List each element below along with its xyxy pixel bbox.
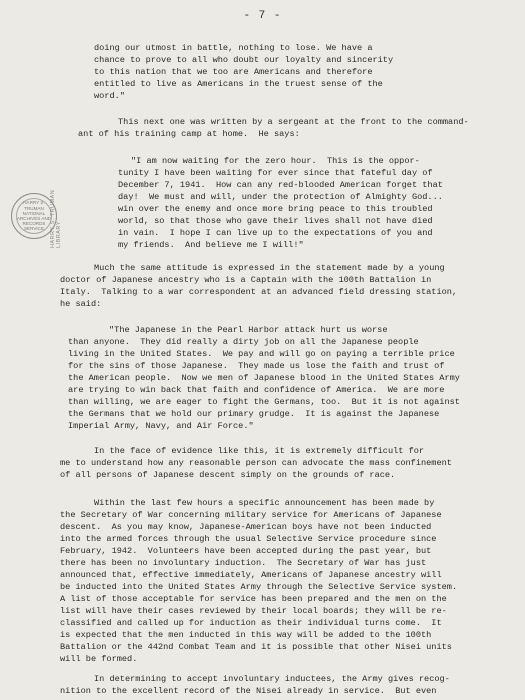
text-line: Battalion or the 442nd Combat Team and it is possible that other Nisei units [60, 642, 452, 652]
text-line: nition to the excellent record of the Nisei already in service. But even [60, 686, 437, 696]
text-line: my friends. And believe me I will!" [118, 240, 304, 250]
text-line: A list of those acceptable for service has been prepared and the men on the [60, 594, 447, 604]
text-line: for the sins of those Japanese. They made us lose the faith and trust of [68, 361, 445, 371]
stamp-line-2: NATIONAL [22, 210, 46, 216]
text-line: is expected that the men inducted in this way will be added to the 100th [60, 630, 432, 640]
text-line: of all persons of Japanese descent simply on the grounds of race. [60, 470, 396, 480]
text-line: Within the last few hours a specific announcement has been made by [94, 498, 435, 508]
text-line: world, so that those who gave their lives shall not have died [118, 216, 433, 226]
text-line: than anyone. They did really a dirty job on all the Japanese people [68, 337, 419, 347]
text-line: doctor of Japanese ancestry who is a Captain with the 100th Battalion in [60, 275, 432, 285]
text-line: will be formed. [60, 654, 138, 664]
text-line: descent. As you may know, Japanese-American boys have not been inducted [60, 522, 432, 532]
page-number: - 7 - [243, 10, 282, 22]
stamp-line-1: HARRY S. TRUMAN [23, 200, 45, 211]
text-line: the American people. Now we men of Japanese blood in the United States Army [68, 373, 460, 383]
text-line: win over the enemy and once more bring peace to this troubled [118, 204, 433, 214]
library-side-text: HARRY S. TRUMAN LIBRARY [50, 189, 62, 248]
stamp-line-3: ARCHIVES AND [16, 216, 52, 221]
text-line: "The Japanese in the Pearl Harbor attack hurt us worse [109, 325, 388, 335]
text-line: the Germans that we hold our primary grudge. It is against the Japanese [68, 409, 440, 419]
text-line: chance to prove to all who doubt our loyalty and sincerity [94, 55, 394, 65]
text-line: This next one was written by a sergeant at the front to the command- [118, 117, 469, 127]
text-line: entitled to live as Americans in the truest sense of the [94, 79, 383, 89]
text-line: ant of his training camp at home. He says: [78, 129, 300, 139]
text-line: in vain. I hope I can live up to the expectations of you and [118, 228, 433, 238]
text-line: are trying to win back that faith and confidence of America. We are more [68, 385, 445, 395]
text-line: December 7, 1941. How can any red-blooded American forget that [118, 180, 443, 190]
text-line: to this nation that we too are Americans and therefore [94, 67, 373, 77]
text-line: doing our utmost in battle, nothing to lose. We have a [94, 43, 373, 53]
text-line: he said: [60, 299, 102, 309]
text-line: announced that, effective immediately, Americans of Japanese ancestry will [60, 570, 442, 580]
text-line: classified and called up for induction as their individual turns come. It [60, 618, 442, 628]
stamp-line-4: RECORDS [22, 221, 46, 227]
text-line: Imperial Army, Navy, and Air Force." [68, 421, 254, 431]
text-line: into the armed forces through the usual Selective Service procedure since [60, 534, 437, 544]
text-line: than willing, we are eager to fight the Germans, too. But it is not against [68, 397, 460, 407]
text-line: In the face of evidence like this, it is extremely difficult for [94, 446, 425, 456]
text-line: be inducted into the United States Army through the Selective Service system. [60, 582, 458, 592]
text-line: the Secretary of War concerning military service for Americans of Japanese [60, 510, 442, 520]
text-line: Much the same attitude is expressed in the statement made by a young [94, 263, 445, 273]
text-line: Italy. Talking to a war correspondent at an advanced field dressing station, [60, 287, 458, 297]
text-line: there has been no involuntary induction. The Secretary of War has just [60, 558, 427, 568]
text-line: word." [94, 91, 125, 101]
text-line: In determining to accept involuntary inductees, the Army gives recog- [94, 674, 450, 684]
text-line: living in the United States. We pay and will go on paying a terrible price [68, 349, 455, 359]
stamp-line-5: SERVICE [23, 226, 45, 232]
text-line: "I am now waiting for the zero hour. This is the oppor- [131, 156, 420, 166]
text-line: February, 1942. Volunteers have been accepted during the past year, but [60, 546, 432, 556]
text-line: list will have their cases reviewed by their local boards; they will be re- [60, 606, 447, 616]
text-line: tunity I have been waiting for ever since that fateful day of [118, 168, 433, 178]
text-line: day! We must and will, under the protection of Almighty God... [118, 192, 443, 202]
text-line: me to understand how any reasonable person can advocate the mass confinement [60, 458, 452, 468]
